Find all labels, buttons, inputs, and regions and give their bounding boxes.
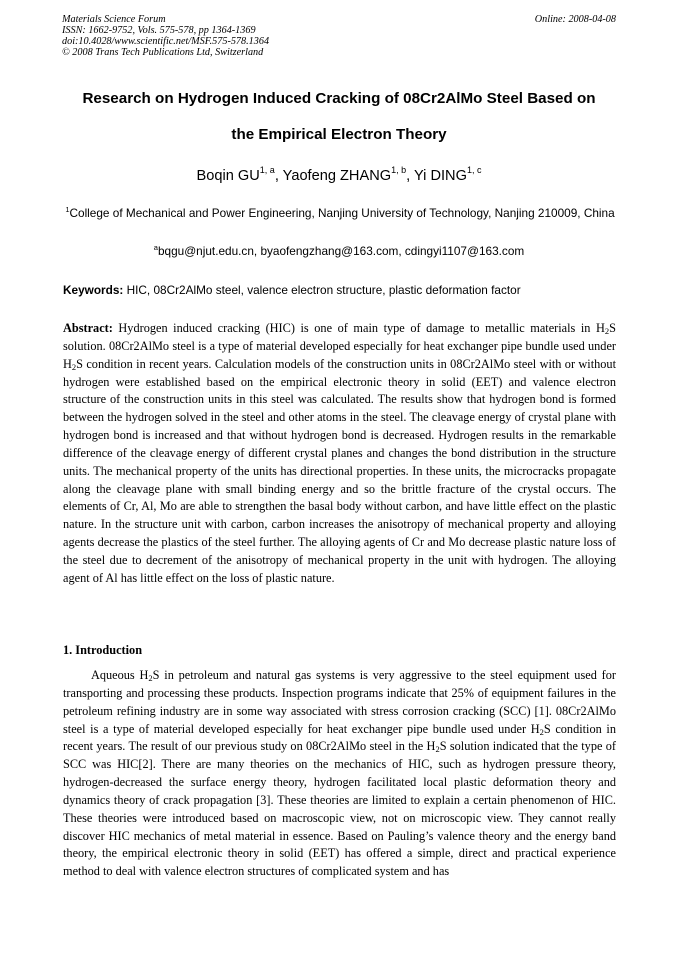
affiliation-text: College of Mechanical and Power Engineering, Nanjing University of Technology, Nanjing 210009, China	[69, 206, 615, 220]
affiliation-mark: 1	[65, 205, 70, 214]
subscript: 2	[148, 673, 153, 683]
issn-line: ISSN: 1662-9752, Vols. 575-578, pp 1364-1369	[62, 25, 256, 36]
subscript: 2	[435, 744, 440, 755]
email-mark: a	[153, 243, 158, 252]
author-mark: 1, c	[466, 165, 482, 175]
author-separator: ,	[406, 168, 414, 184]
author-list	[40, 165, 638, 184]
online-date: Online: 2008-04-08	[534, 14, 616, 25]
journal-header	[62, 14, 616, 58]
abstract	[63, 320, 616, 588]
author-name: Yaofeng ZHANG	[282, 168, 392, 184]
subscript: 2	[604, 326, 610, 336]
author-name: Boqin GU	[196, 168, 260, 184]
intro-text: S in petroleum and natural gas systems is very aggressive to the steel equipment used for transporting and processing these products. Inspection programs indicate that 25% of equipment failures in the petroleum refining industry are in some way associated with stress corrosion cracking (SCC) [1]. 08Cr2AlMo steel is a type of material developed especially for heat exchanger pipe bundle used under H	[63, 668, 616, 736]
intro-text: S solution indicated that the type of SCC was HIC[2]. There are many theories on the mechanics of HIC, such as hydrogen pressure theory, hydrogen-decreased the surface energy theory, hydrogen facilitated local plastic deformation theory and dynamics theory of crack propagation [3]. These theories are limited to explain a certain phenomenon of HIC. These theories were introduced based on macroscopic view, not on microscopic view. They cannot really discover HIC mechanics of metal material in essence. Based on Pauling’s valence theory and the energy band theory, the empirical electronic theory in solid (EET) has offered a simple, direct and practical experience method to deal with valence electron structures of complicated system and has	[63, 739, 616, 879]
affiliation	[60, 203, 620, 223]
journal-name: Materials Science Forum	[62, 14, 166, 25]
abstract-text: S condition in recent years. Calculation models of the construction units in 08Cr2AlMo steel with or without hydrogen were established based on the empirical electronic theory in solid (EET) and valence electron structure of the construction units in this steel was calculated. The results show that hydrogen bond is formed between the hydrogen solved in the steel and other atoms in the steel. The cleavage energy of crystal plane with hydrogen bond is increased and that without hydrogen bond is decreased. Hydrogen results in the remarkable difference of the cleavage energy of different crystal planes and changes the bond distribution in the structure units. The mechanical property of the units has directional properties. In these units, the microcracks propagate along the cleavage plane with small binding energy and so the brittle fracture of the crystal occurs. The elements of Cr, Al, Mo are able to strengthen the basal body without carbon, and have little effect on the plastic nature. In the structure unit with carbon, carbon increases the anisotropy of mechanical property and alloying agents decrease the plastics of the steel further. The alloying agents of Cr and Mo decrease plastic nature loss of the steel due to decrement of the anisotropy of mechanical property in the unit with hydrogen. The alloying agent of Al has little effect on the loss of plastic nature.	[63, 356, 616, 585]
section-heading-introduction: 1. Introduction	[63, 643, 143, 657]
subscript: 2	[539, 726, 544, 737]
author-separator: ,	[274, 168, 283, 184]
abstract-text: S solution. 08Cr2AlMo steel is a type of material developed especially for heat exchanger pipe bundle used under H	[63, 321, 616, 371]
copyright-line: © 2008 Trans Tech Publications Ltd, Switzerland	[62, 47, 264, 58]
doi-line: doi:10.4028/www.scientific.net/MSF.575-578.1364	[62, 36, 270, 47]
keywords-text: HIC, 08Cr2AlMo steel, valence electron structure, plastic deformation factor	[123, 283, 521, 297]
abstract-text: Hydrogen induced cracking (HIC) is one of main type of damage to metallic materials in H	[112, 321, 605, 335]
author-name: Yi DING	[413, 168, 467, 184]
subscript: 2	[71, 361, 77, 372]
intro-text: S condition in recent years. The result of our previous study on 08Cr2AlMo steel in the H	[63, 721, 616, 754]
introduction-paragraph	[63, 667, 616, 881]
paper-title-line-1: Research on Hydrogen Induced Cracking of 08Cr2AlMo Steel Based on	[82, 90, 596, 107]
keywords-label: Keywords:	[63, 283, 124, 297]
paper-title-line-2: the Empirical Electron Theory	[231, 126, 447, 143]
abstract-label: Abstract:	[63, 321, 113, 335]
keywords	[63, 283, 616, 297]
author-mark: 1, a	[259, 165, 275, 175]
author-emails	[40, 244, 638, 258]
author-mark: 1, b	[391, 165, 407, 175]
intro-text: Aqueous H	[91, 668, 149, 682]
email-text: bqgu@njut.edu.cn, byaofengzhang@163.com, cdingyi1107@163.com	[157, 244, 525, 258]
